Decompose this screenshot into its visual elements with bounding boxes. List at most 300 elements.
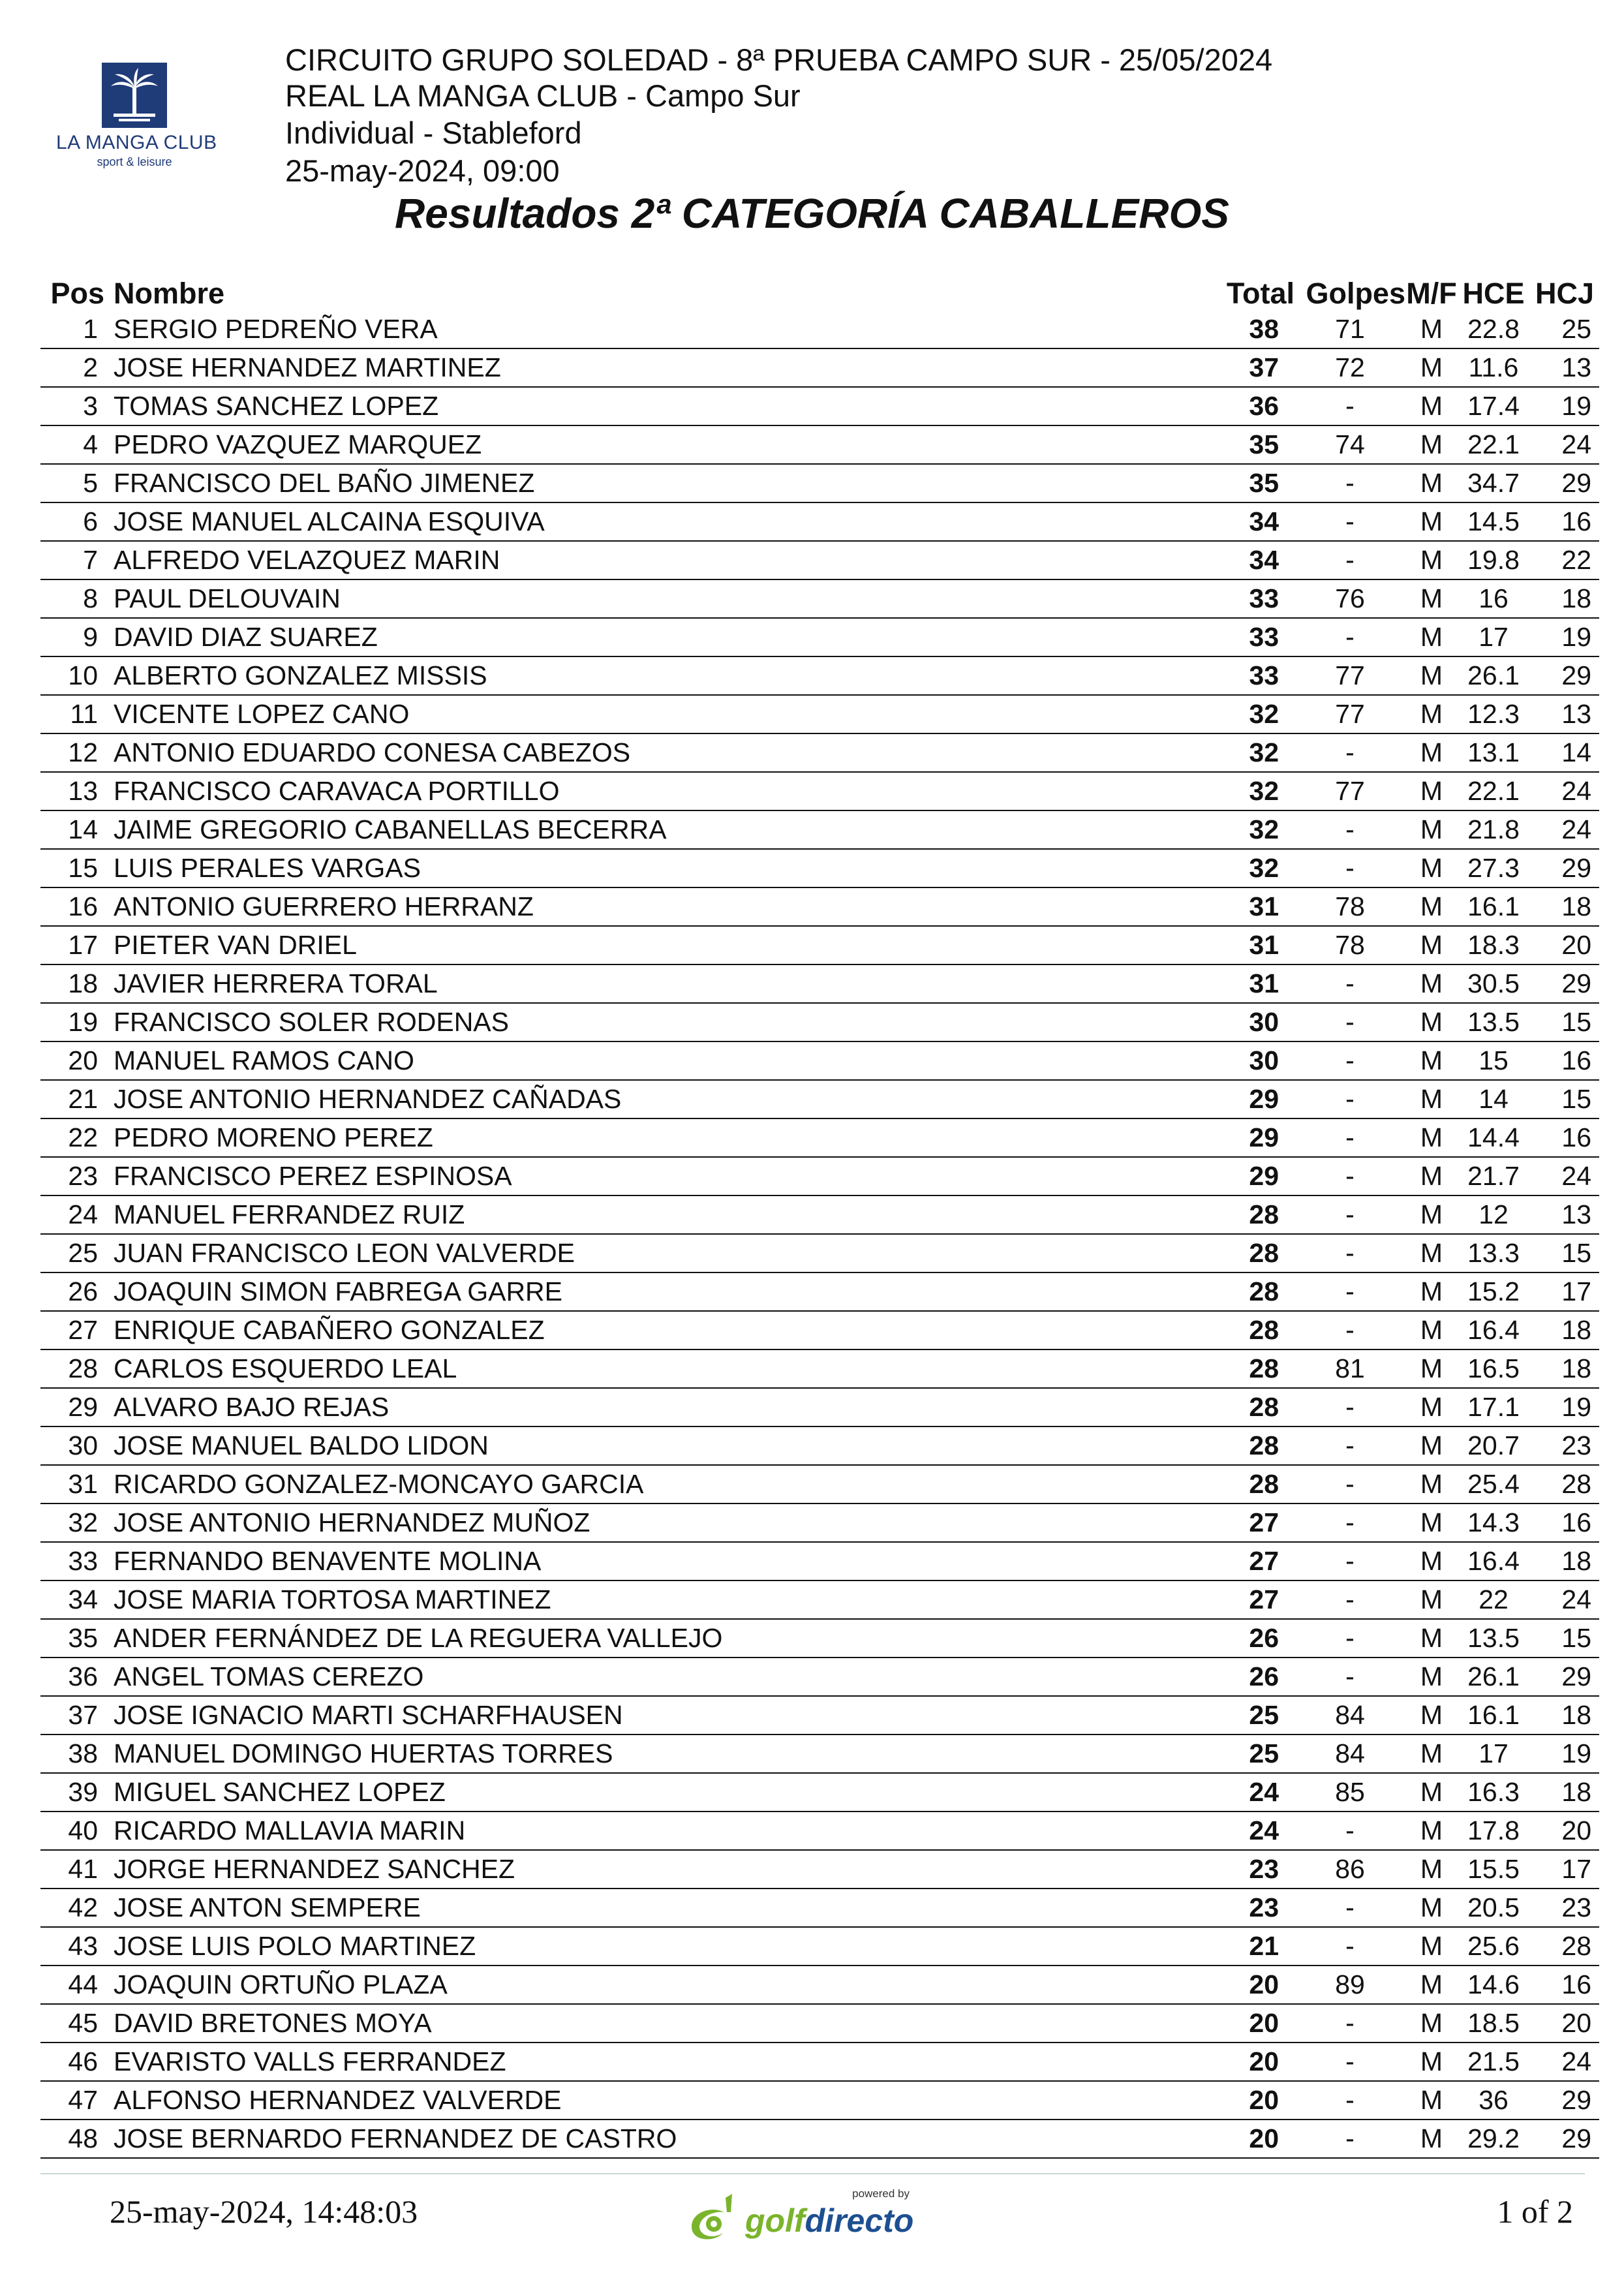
col-header-golpes: Golpes	[1306, 277, 1405, 310]
cell-hce: 17	[1458, 618, 1529, 656]
cell-pos: 47	[40, 2081, 114, 2120]
col-header-hce: HCE	[1462, 277, 1525, 310]
cell-hce: 12.3	[1458, 695, 1529, 733]
cell-mf: M	[1405, 810, 1458, 849]
cell-hce: 29.2	[1458, 2120, 1529, 2158]
cell-name: JAVIER HERRERA TORAL	[114, 964, 1190, 1003]
cell-name: MIGUEL SANCHEZ LOPEZ	[114, 1773, 1190, 1812]
results-table	[40, 274, 1599, 2159]
cell-mf: M	[1405, 1388, 1458, 1426]
cell-name: MANUEL RAMOS CANO	[114, 1041, 1190, 1080]
cell-pos: 34	[40, 1580, 114, 1619]
cell-golpes: -	[1295, 541, 1405, 579]
table-row	[40, 772, 1599, 810]
table-row	[40, 695, 1599, 733]
cell-pos: 36	[40, 1658, 114, 1696]
cell-golpes: 84	[1295, 1735, 1405, 1773]
cell-pos: 25	[40, 1234, 114, 1272]
cell-hce: 14.5	[1458, 502, 1529, 541]
cell-pos: 40	[40, 1812, 114, 1850]
cell-hce: 21.8	[1458, 810, 1529, 849]
cell-hce: 14.6	[1458, 1966, 1529, 2004]
cell-mf: M	[1405, 1542, 1458, 1580]
cell-total: 24	[1190, 1773, 1295, 1812]
cell-pos: 1	[40, 311, 114, 348]
cell-mf: M	[1405, 1234, 1458, 1272]
event-title: CIRCUITO GRUPO SOLEDAD - 8ª PRUEBA CAMPO SUR - 25/05/2024	[285, 42, 1273, 77]
cell-golpes: -	[1295, 1542, 1405, 1580]
table-row	[40, 926, 1599, 964]
cell-mf: M	[1405, 1966, 1458, 2004]
cell-hce: 27.3	[1458, 849, 1529, 887]
table-row	[40, 1812, 1599, 1850]
table-row	[40, 1503, 1599, 1542]
cell-golpes: -	[1295, 1658, 1405, 1696]
cell-total: 20	[1190, 2081, 1295, 2120]
cell-name: MANUEL FERRANDEZ RUIZ	[114, 1195, 1190, 1234]
cell-name: PIETER VAN DRIEL	[114, 926, 1190, 964]
cell-hcj: 25	[1529, 311, 1599, 348]
cell-name: PEDRO VAZQUEZ MARQUEZ	[114, 425, 1190, 464]
cell-golpes: -	[1295, 1812, 1405, 1850]
venue: REAL LA MANGA CLUB - Campo Sur	[285, 78, 801, 113]
table-row	[40, 964, 1599, 1003]
cell-hcj: 29	[1529, 2120, 1599, 2158]
cell-hce: 13.1	[1458, 733, 1529, 772]
cell-mf: M	[1405, 926, 1458, 964]
cell-total: 25	[1190, 1735, 1295, 1773]
table-row	[40, 311, 1599, 348]
cell-golpes: 84	[1295, 1696, 1405, 1735]
cell-mf: M	[1405, 964, 1458, 1003]
cell-golpes: -	[1295, 1118, 1405, 1157]
cell-mf: M	[1405, 1735, 1458, 1773]
cell-golpes: -	[1295, 964, 1405, 1003]
cell-name: TOMAS SANCHEZ LOPEZ	[114, 387, 1190, 425]
cell-hce: 16.4	[1458, 1542, 1529, 1580]
cell-golpes: -	[1295, 2043, 1405, 2081]
cell-hcj: 16	[1529, 1966, 1599, 2004]
cell-mf: M	[1405, 1426, 1458, 1465]
cell-mf: M	[1405, 1503, 1458, 1542]
cell-total: 35	[1190, 425, 1295, 464]
table-row	[40, 1966, 1599, 2004]
cell-pos: 2	[40, 348, 114, 387]
cell-mf: M	[1405, 1812, 1458, 1850]
cell-hcj: 18	[1529, 579, 1599, 618]
cell-golpes: -	[1295, 1619, 1405, 1658]
cell-total: 35	[1190, 464, 1295, 502]
cell-name: RICARDO MALLAVIA MARIN	[114, 1812, 1190, 1850]
cell-pos: 44	[40, 1966, 114, 2004]
cell-pos: 27	[40, 1311, 114, 1349]
cell-total: 28	[1190, 1234, 1295, 1272]
cell-name: JOSE MARIA TORTOSA MARTINEZ	[114, 1580, 1190, 1619]
table-row	[40, 502, 1599, 541]
cell-hcj: 24	[1529, 1157, 1599, 1195]
cell-pos: 43	[40, 1927, 114, 1966]
cell-hcj: 24	[1529, 425, 1599, 464]
cell-total: 23	[1190, 1850, 1295, 1889]
cell-mf: M	[1405, 1658, 1458, 1696]
cell-hce: 16	[1458, 579, 1529, 618]
cell-golpes: -	[1295, 2081, 1405, 2120]
cell-hce: 17.8	[1458, 1812, 1529, 1850]
cell-pos: 35	[40, 1619, 114, 1658]
cell-total: 27	[1190, 1542, 1295, 1580]
cell-pos: 38	[40, 1735, 114, 1773]
cell-total: 20	[1190, 2120, 1295, 2158]
cell-total: 38	[1190, 311, 1295, 348]
cell-mf: M	[1405, 1773, 1458, 1812]
cell-golpes: -	[1295, 1272, 1405, 1311]
cell-hce: 12	[1458, 1195, 1529, 1234]
cell-name: FRANCISCO CARAVACA PORTILLO	[114, 772, 1190, 810]
cell-golpes: -	[1295, 1311, 1405, 1349]
cell-hce: 20.7	[1458, 1426, 1529, 1465]
cell-name: DAVID DIAZ SUAREZ	[114, 618, 1190, 656]
table-row	[40, 887, 1599, 926]
cell-hce: 22.1	[1458, 425, 1529, 464]
cell-pos: 48	[40, 2120, 114, 2158]
cell-mf: M	[1405, 464, 1458, 502]
table-row	[40, 1311, 1599, 1349]
cell-name: ALVARO BAJO REJAS	[114, 1388, 1190, 1426]
cell-total: 24	[1190, 1812, 1295, 1850]
cell-hce: 16.4	[1458, 1311, 1529, 1349]
table-row	[40, 849, 1599, 887]
cell-golpes: -	[1295, 502, 1405, 541]
cell-mf: M	[1405, 1850, 1458, 1889]
cell-hcj: 15	[1529, 1234, 1599, 1272]
cell-golpes: 86	[1295, 1850, 1405, 1889]
col-header-total: Total	[1226, 277, 1295, 310]
table-header-row	[40, 274, 1599, 311]
cell-mf: M	[1405, 887, 1458, 926]
cell-hce: 15.5	[1458, 1850, 1529, 1889]
table-row	[40, 579, 1599, 618]
cell-hce: 15	[1458, 1041, 1529, 1080]
cell-hcj: 18	[1529, 1696, 1599, 1735]
cell-hcj: 18	[1529, 1311, 1599, 1349]
cell-hce: 13.3	[1458, 1234, 1529, 1272]
cell-hce: 18.5	[1458, 2004, 1529, 2043]
cell-hcj: 16	[1529, 1503, 1599, 1542]
cell-mf: M	[1405, 1889, 1458, 1927]
cell-hce: 21.7	[1458, 1157, 1529, 1195]
table-row	[40, 2004, 1599, 2043]
cell-name: LUIS PERALES VARGAS	[114, 849, 1190, 887]
cell-pos: 11	[40, 695, 114, 733]
cell-mf: M	[1405, 311, 1458, 348]
cell-pos: 26	[40, 1272, 114, 1311]
cell-total: 27	[1190, 1580, 1295, 1619]
cell-golpes: -	[1295, 1234, 1405, 1272]
cell-hcj: 20	[1529, 926, 1599, 964]
cell-total: 20	[1190, 2004, 1295, 2043]
cell-hcj: 16	[1529, 502, 1599, 541]
cell-hcj: 19	[1529, 1388, 1599, 1426]
table-row	[40, 1542, 1599, 1580]
cell-mf: M	[1405, 1157, 1458, 1195]
cell-pos: 32	[40, 1503, 114, 1542]
cell-golpes: 71	[1295, 311, 1405, 348]
cell-pos: 19	[40, 1003, 114, 1041]
cell-total: 32	[1190, 733, 1295, 772]
cell-total: 28	[1190, 1388, 1295, 1426]
cell-mf: M	[1405, 1927, 1458, 1966]
cell-total: 32	[1190, 695, 1295, 733]
table-row	[40, 1889, 1599, 1927]
cell-name: CARLOS ESQUERDO LEAL	[114, 1349, 1190, 1388]
cell-hcj: 18	[1529, 1773, 1599, 1812]
cell-mf: M	[1405, 733, 1458, 772]
table-row	[40, 1580, 1599, 1619]
cell-total: 20	[1190, 2043, 1295, 2081]
cell-pos: 28	[40, 1349, 114, 1388]
cell-hcj: 16	[1529, 1118, 1599, 1157]
table-row	[40, 1234, 1599, 1272]
cell-mf: M	[1405, 1619, 1458, 1658]
cell-golpes: -	[1295, 2120, 1405, 2158]
cell-pos: 29	[40, 1388, 114, 1426]
col-header-name: Nombre	[114, 277, 225, 310]
cell-hce: 16.1	[1458, 1696, 1529, 1735]
cell-golpes: -	[1295, 810, 1405, 849]
cell-mf: M	[1405, 1696, 1458, 1735]
cell-golpes: 85	[1295, 1773, 1405, 1812]
cell-golpes: -	[1295, 1388, 1405, 1426]
table-row	[40, 733, 1599, 772]
cell-name: FRANCISCO SOLER RODENAS	[114, 1003, 1190, 1041]
cell-total: 26	[1190, 1619, 1295, 1658]
cell-hcj: 29	[1529, 2081, 1599, 2120]
cell-hce: 14.3	[1458, 1503, 1529, 1542]
cell-hce: 16.5	[1458, 1349, 1529, 1388]
cell-mf: M	[1405, 1311, 1458, 1349]
cell-name: FERNANDO BENAVENTE MOLINA	[114, 1542, 1190, 1580]
cell-golpes: 76	[1295, 579, 1405, 618]
la-manga-club-logo	[56, 63, 217, 193]
table-row	[40, 464, 1599, 502]
cell-hce: 16.3	[1458, 1773, 1529, 1812]
cell-name: JOSE ANTON SEMPERE	[114, 1889, 1190, 1927]
cell-golpes: -	[1295, 2004, 1405, 2043]
cell-golpes: -	[1295, 1041, 1405, 1080]
cell-name: VICENTE LOPEZ CANO	[114, 695, 1190, 733]
cell-total: 34	[1190, 541, 1295, 579]
cell-name: JOSE BERNARDO FERNANDEZ DE CASTRO	[114, 2120, 1190, 2158]
cell-pos: 8	[40, 579, 114, 618]
cell-pos: 9	[40, 618, 114, 656]
cell-golpes: -	[1295, 618, 1405, 656]
cell-name: ANTONIO EDUARDO CONESA CABEZOS	[114, 733, 1190, 772]
cell-hce: 17	[1458, 1735, 1529, 1773]
page-title: Resultados 2ª CATEGORÍA CABALLEROS	[395, 190, 1229, 237]
cell-hcj: 24	[1529, 1580, 1599, 1619]
cell-hce: 26.1	[1458, 656, 1529, 695]
cell-total: 30	[1190, 1041, 1295, 1080]
cell-pos: 22	[40, 1118, 114, 1157]
cell-hce: 17.4	[1458, 387, 1529, 425]
cell-total: 28	[1190, 1426, 1295, 1465]
cell-pos: 14	[40, 810, 114, 849]
cell-golpes: 77	[1295, 772, 1405, 810]
table-row	[40, 1118, 1599, 1157]
cell-pos: 33	[40, 1542, 114, 1580]
cell-mf: M	[1405, 1118, 1458, 1157]
cell-pos: 39	[40, 1773, 114, 1812]
cell-name: ENRIQUE CABAÑERO GONZALEZ	[114, 1311, 1190, 1349]
cell-hce: 36	[1458, 2081, 1529, 2120]
cell-name: JAIME GREGORIO CABANELLAS BECERRA	[114, 810, 1190, 849]
cell-total: 28	[1190, 1311, 1295, 1349]
cell-mf: M	[1405, 2004, 1458, 2043]
table-row	[40, 348, 1599, 387]
event-datetime: 25-may-2024, 09:00	[285, 153, 560, 188]
cell-mf: M	[1405, 1349, 1458, 1388]
cell-hcj: 29	[1529, 464, 1599, 502]
cell-name: PAUL DELOUVAIN	[114, 579, 1190, 618]
cell-hce: 15.2	[1458, 1272, 1529, 1311]
logo-tagline: sport & leisure	[97, 155, 172, 168]
cell-golpes: -	[1295, 1465, 1405, 1503]
cell-golpes: 89	[1295, 1966, 1405, 2004]
cell-name: JOSE ANTONIO HERNANDEZ MUÑOZ	[114, 1503, 1190, 1542]
cell-hce: 13.5	[1458, 1619, 1529, 1658]
cell-name: DAVID BRETONES MOYA	[114, 2004, 1190, 2043]
cell-pos: 23	[40, 1157, 114, 1195]
cell-golpes: -	[1295, 1157, 1405, 1195]
cell-pos: 7	[40, 541, 114, 579]
cell-hce: 11.6	[1458, 348, 1529, 387]
cell-name: FRANCISCO DEL BAÑO JIMENEZ	[114, 464, 1190, 502]
footer-divider	[40, 2173, 1585, 2174]
cell-mf: M	[1405, 541, 1458, 579]
cell-pos: 6	[40, 502, 114, 541]
cell-name: PEDRO MORENO PEREZ	[114, 1118, 1190, 1157]
cell-mf: M	[1405, 1272, 1458, 1311]
cell-name: RICARDO GONZALEZ-MONCAYO GARCIA	[114, 1465, 1190, 1503]
cell-name: JOSE MANUEL BALDO LIDON	[114, 1426, 1190, 1465]
cell-total: 31	[1190, 926, 1295, 964]
cell-total: 32	[1190, 772, 1295, 810]
cell-total: 32	[1190, 810, 1295, 849]
cell-total: 33	[1190, 618, 1295, 656]
col-header-hcj: HCJ	[1535, 277, 1594, 310]
cell-hce: 14.4	[1458, 1118, 1529, 1157]
col-header-mf: M/F	[1406, 277, 1457, 310]
cell-golpes: -	[1295, 1426, 1405, 1465]
cell-golpes: 81	[1295, 1349, 1405, 1388]
table-row	[40, 656, 1599, 695]
table-row	[40, 1465, 1599, 1503]
cell-golpes: 77	[1295, 656, 1405, 695]
cell-total: 25	[1190, 1696, 1295, 1735]
cell-name: FRANCISCO PEREZ ESPINOSA	[114, 1157, 1190, 1195]
cell-hce: 19.8	[1458, 541, 1529, 579]
cell-total: 33	[1190, 579, 1295, 618]
cell-hcj: 20	[1529, 2004, 1599, 2043]
table-row	[40, 1619, 1599, 1658]
table-row	[40, 618, 1599, 656]
cell-mf: M	[1405, 1080, 1458, 1118]
cell-hcj: 13	[1529, 348, 1599, 387]
cell-total: 26	[1190, 1658, 1295, 1696]
cell-total: 33	[1190, 656, 1295, 695]
golfdirecto-wordmark	[745, 2202, 913, 2240]
cell-pos: 10	[40, 656, 114, 695]
cell-name: JOSE LUIS POLO MARTINEZ	[114, 1927, 1190, 1966]
cell-pos: 31	[40, 1465, 114, 1503]
cell-hcj: 13	[1529, 695, 1599, 733]
cell-hce: 20.5	[1458, 1889, 1529, 1927]
cell-pos: 3	[40, 387, 114, 425]
cell-total: 37	[1190, 348, 1295, 387]
cell-hce: 22	[1458, 1580, 1529, 1619]
cell-total: 28	[1190, 1195, 1295, 1234]
cell-total: 34	[1190, 502, 1295, 541]
cell-golpes: -	[1295, 1889, 1405, 1927]
cell-total: 29	[1190, 1157, 1295, 1195]
cell-total: 30	[1190, 1003, 1295, 1041]
cell-mf: M	[1405, 2120, 1458, 2158]
cell-pos: 4	[40, 425, 114, 464]
cell-hce: 26.1	[1458, 1658, 1529, 1696]
cell-pos: 16	[40, 887, 114, 926]
cell-name: ANDER FERNÁNDEZ DE LA REGUERA VALLEJO	[114, 1619, 1190, 1658]
cell-golpes: 78	[1295, 926, 1405, 964]
cell-hcj: 29	[1529, 964, 1599, 1003]
cell-pos: 13	[40, 772, 114, 810]
cell-hcj: 19	[1529, 1735, 1599, 1773]
golfdirecto-logo	[685, 2187, 920, 2246]
cell-name: ANTONIO GUERRERO HERRANZ	[114, 887, 1190, 926]
cell-total: 28	[1190, 1349, 1295, 1388]
cell-hce: 22.8	[1458, 311, 1529, 348]
cell-mf: M	[1405, 656, 1458, 695]
cell-hce: 16.1	[1458, 887, 1529, 926]
cell-mf: M	[1405, 618, 1458, 656]
cell-hcj: 13	[1529, 1195, 1599, 1234]
cell-name: JOSE ANTONIO HERNANDEZ CAÑADAS	[114, 1080, 1190, 1118]
table-row	[40, 2081, 1599, 2120]
cell-hce: 14	[1458, 1080, 1529, 1118]
cell-golpes: -	[1295, 1003, 1405, 1041]
table-row	[40, 2043, 1599, 2081]
cell-name: JOAQUIN SIMON FABREGA GARRE	[114, 1272, 1190, 1311]
cell-hcj: 19	[1529, 618, 1599, 656]
cell-name: JOAQUIN ORTUÑO PLAZA	[114, 1966, 1190, 2004]
cell-mf: M	[1405, 772, 1458, 810]
cell-hcj: 17	[1529, 1850, 1599, 1889]
cell-total: 28	[1190, 1465, 1295, 1503]
cell-pos: 41	[40, 1850, 114, 1889]
table-row	[40, 1157, 1599, 1195]
table-row	[40, 2120, 1599, 2158]
cell-hcj: 18	[1529, 1542, 1599, 1580]
cell-name: ALBERTO GONZALEZ MISSIS	[114, 656, 1190, 695]
cell-name: JOSE HERNANDEZ MARTINEZ	[114, 348, 1190, 387]
table-row	[40, 1041, 1599, 1080]
cell-mf: M	[1405, 1465, 1458, 1503]
cell-hce: 34.7	[1458, 464, 1529, 502]
cell-name: JUAN FRANCISCO LEON VALVERDE	[114, 1234, 1190, 1272]
table-row	[40, 387, 1599, 425]
cell-pos: 42	[40, 1889, 114, 1927]
cell-total: 31	[1190, 964, 1295, 1003]
cell-total: 27	[1190, 1503, 1295, 1542]
